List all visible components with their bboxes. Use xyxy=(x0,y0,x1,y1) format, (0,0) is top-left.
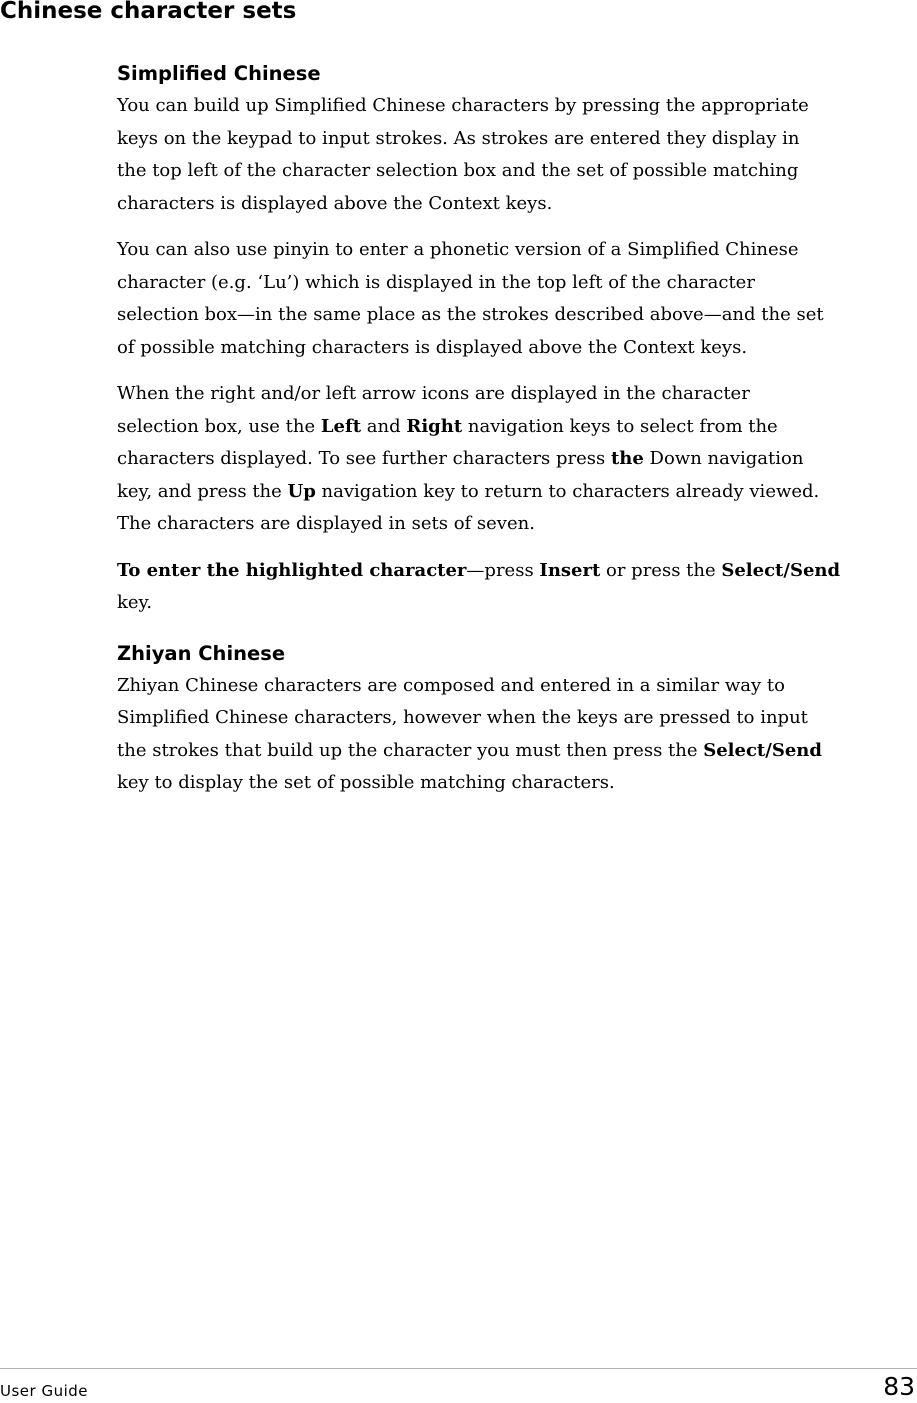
key-name-up: Up xyxy=(287,480,316,502)
paragraph-enter-character xyxy=(117,555,907,620)
section-heading-zhiyan-chinese: Zhiyan Chinese xyxy=(117,641,286,665)
text-run: navigation key to return to characters already viewed. xyxy=(315,480,820,502)
paragraph-strokes-input xyxy=(117,90,907,220)
paragraph-line: You can build up Simplified Chinese characters by pressing the appropriate xyxy=(117,95,809,116)
paragraph-line xyxy=(117,555,907,588)
text-run: Down navigation xyxy=(643,448,804,469)
instruction-lead: To enter the highlighted character xyxy=(117,559,467,581)
paragraph-line xyxy=(117,735,907,768)
key-name-select-send: Select/Send xyxy=(721,559,841,581)
paragraph-line: The characters are displayed in sets of seven. xyxy=(117,513,535,534)
text-run: navigation keys to select from the xyxy=(462,415,778,437)
text-run: or press the xyxy=(600,559,722,581)
paragraph-line: When the right and/or left arrow icons are displayed in the character xyxy=(117,383,750,404)
paragraph-line: selection box—in the same place as the strokes described above—and the set xyxy=(117,304,824,325)
paragraph-line: the top left of the character selection box and the set of possible matching xyxy=(117,160,799,181)
paragraph-line: key. xyxy=(117,592,153,613)
paragraph-line xyxy=(117,476,907,509)
paragraph-zhiyan-input xyxy=(117,670,907,800)
section-heading-simplified-chinese: Simplified Chinese xyxy=(117,62,321,85)
paragraph-line: Simplified Chinese characters, however when the keys are pressed to input xyxy=(117,707,808,728)
text-run: the strokes that build up the character you must then press the xyxy=(117,739,704,761)
paragraph-line: You can also use pinyin to enter a phonetic version of a Simplified Chinese xyxy=(117,239,799,260)
key-name-right: Right xyxy=(406,415,463,437)
paragraph-line: key to display the set of possible matching characters. xyxy=(117,772,615,793)
text-run: key, and press the xyxy=(117,480,288,502)
paragraph-pinyin-input xyxy=(117,234,907,364)
paragraph-line: of possible matching characters is displayed above the Context keys. xyxy=(117,336,748,358)
footer-divider xyxy=(0,1368,917,1369)
key-name-insert: Insert xyxy=(539,559,601,581)
key-name-left: Left xyxy=(320,415,362,437)
text-run: —press xyxy=(466,559,540,581)
page-number: 83 xyxy=(883,1372,915,1401)
paragraph-navigation-keys xyxy=(117,378,907,541)
page-title: Chinese character sets xyxy=(0,0,297,24)
main-content xyxy=(117,58,907,800)
paragraph-line: characters is displayed above the Context keys. xyxy=(117,192,553,214)
text-run: characters displayed. To see further characters press xyxy=(117,448,611,469)
footer-label: User Guide xyxy=(0,1382,89,1400)
emphasis-the: the xyxy=(610,448,644,469)
paragraph-line: character (e.g. ‘Lu’) which is displayed in the top left of the character xyxy=(117,271,755,293)
key-name-select-send: Select/Send xyxy=(703,739,822,761)
text-run: selection box, use the xyxy=(117,415,321,437)
paragraph-line: keys on the keypad to input strokes. As strokes are entered they display in xyxy=(117,127,800,149)
text-run: and xyxy=(361,415,407,437)
paragraph-line xyxy=(117,411,907,444)
paragraph-line: Zhiyan Chinese characters are composed and entered in a similar way to xyxy=(117,674,785,696)
paragraph-line xyxy=(117,443,907,476)
